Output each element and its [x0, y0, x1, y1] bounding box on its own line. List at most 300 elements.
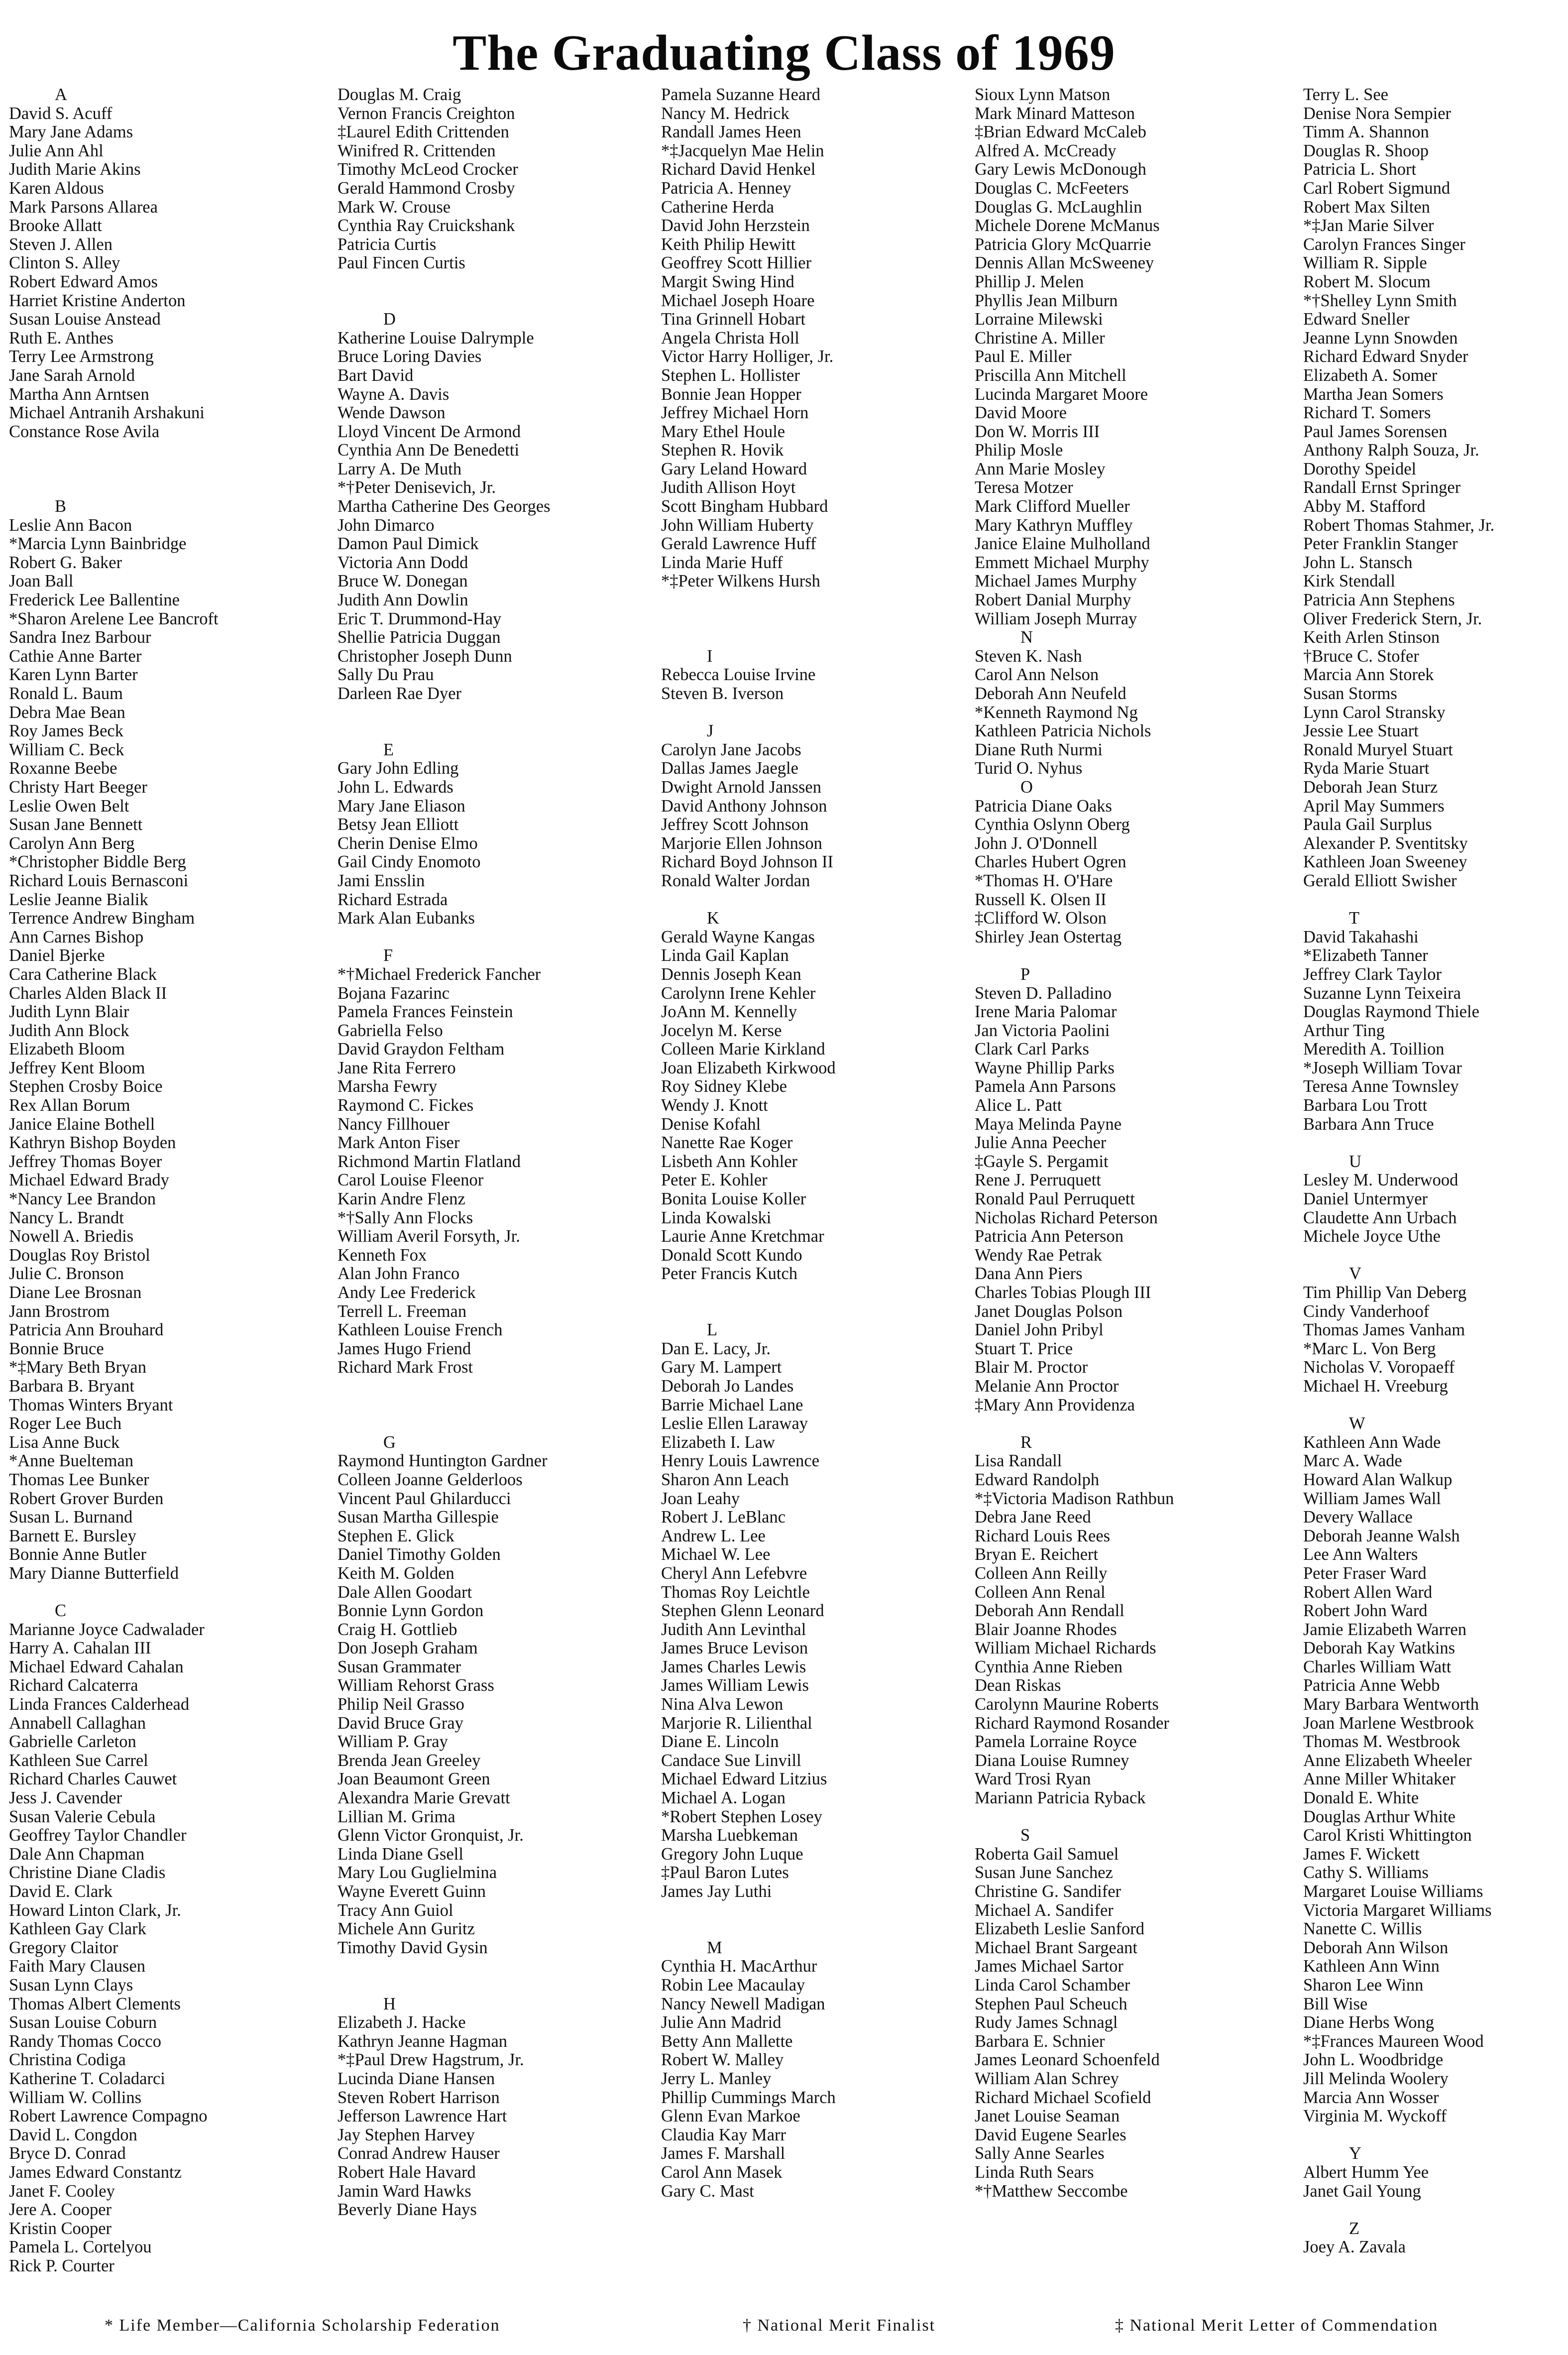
graduate-name: Barnett E. Bursley [9, 1526, 136, 1545]
graduate-name: Jessie Lee Stuart [1303, 721, 1419, 741]
graduate-name: Betsy Jean Elliott [337, 815, 459, 834]
graduate-name: Geoffrey Taylor Chandler [9, 1826, 187, 1845]
graduate-name: Cynthia Ray Cruickshank [337, 216, 515, 236]
graduate-name: Clinton S. Alley [9, 253, 120, 273]
graduate-name: Roberta Gail Samuel [975, 1844, 1119, 1864]
graduate-name: *Elizabeth Tanner [1303, 946, 1428, 965]
graduate-name: Gary Lewis McDonough [975, 160, 1146, 179]
graduate-name: Michael A. Logan [661, 1788, 786, 1808]
graduate-name: Bruce Loring Davies [337, 347, 482, 366]
footnote-merit-finalist: † National Merit Finalist [743, 2316, 936, 2335]
graduate-name: Robert J. LeBlanc [661, 1508, 786, 1527]
graduate-name: Douglas Raymond Thiele [1303, 1002, 1479, 1022]
graduate-name: Randall Ernst Springer [1303, 478, 1461, 497]
graduate-name: Kathleen Ann Winn [1303, 1957, 1440, 1976]
graduate-name: Abby M. Stafford [1303, 497, 1426, 516]
graduate-name: Edward Sneller [1303, 310, 1410, 329]
graduate-name: Wendy Rae Petrak [975, 1245, 1102, 1265]
graduate-name: Claudia Kay Marr [661, 2125, 786, 2144]
section-letter: Z [1349, 2219, 1360, 2238]
graduate-name: Stephen E. Glick [337, 1526, 454, 1545]
graduate-name: James William Lewis [661, 1676, 809, 1695]
graduate-name: Stephen R. Hovik [661, 441, 784, 460]
graduate-name: Gabriella Felso [337, 1021, 443, 1040]
graduate-name: Jeanne Lynn Snowden [1303, 328, 1458, 348]
graduate-name: Marcia Ann Wosser [1303, 2088, 1439, 2107]
graduate-name: Carl Robert Sigmund [1303, 178, 1451, 198]
graduate-name: *‡Jan Marie Silver [1303, 216, 1434, 236]
section-letter: Y [1349, 2144, 1361, 2163]
graduate-name: Darleen Rae Dyer [337, 684, 462, 703]
graduate-name: Bojana Fazarinc [337, 983, 450, 1003]
graduate-name: Barbara B. Bryant [9, 1376, 134, 1396]
graduate-name: Diane Ruth Nurmi [975, 740, 1103, 759]
graduate-name: Judith Marie Akins [9, 160, 141, 179]
graduate-name: Douglas Roy Bristol [9, 1245, 150, 1265]
graduate-name: Russell K. Olsen II [975, 890, 1107, 909]
graduate-name: Geoffrey Scott Hillier [661, 253, 812, 273]
graduate-name: Randall James Heen [661, 122, 801, 142]
graduate-name: Christine Diane Cladis [9, 1863, 166, 1883]
graduate-name: David John Herzstein [661, 216, 810, 236]
graduate-name: Carol Ann Masek [661, 2162, 783, 2182]
graduate-name: Kathleen Gay Clark [9, 1919, 146, 1939]
graduate-name: Richard Estrada [337, 890, 448, 909]
graduate-name: Robin Lee Macaulay [661, 1975, 805, 1995]
graduate-name: James Edward Constantz [9, 2162, 182, 2182]
page-title: The Graduating Class of 1969 [452, 25, 1116, 81]
graduate-name: Judith Ann Dowlin [337, 590, 468, 610]
section-letter: R [1020, 1432, 1032, 1452]
footnote-merit-commendation: ‡ National Merit Letter of Commendation [1115, 2316, 1439, 2335]
graduate-name: Nancy Fillhouer [337, 1114, 450, 1134]
graduate-name: Charles Hubert Ogren [975, 852, 1126, 872]
graduate-name: Pamela Ann Parsons [975, 1077, 1116, 1096]
graduate-name: David Graydon Feltham [337, 1040, 505, 1059]
graduate-name: Linda Ruth Sears [975, 2162, 1094, 2182]
graduate-name: Christy Hart Beeger [9, 777, 147, 797]
graduate-name: Clark Carl Parks [975, 1040, 1089, 1059]
graduate-name: Robert Thomas Stahmer, Jr. [1303, 515, 1495, 535]
graduate-name: Michael Edward Litzius [661, 1769, 827, 1789]
graduate-name: Richard David Henkel [661, 160, 816, 179]
graduate-name: Charles Tobias Plough III [975, 1283, 1151, 1302]
graduate-name: James F. Wickett [1303, 1844, 1420, 1864]
graduate-name: Pamela Lorraine Royce [975, 1732, 1137, 1752]
graduate-name: Judith Allison Hoyt [661, 478, 796, 497]
graduate-name: Marjorie R. Lilienthal [661, 1713, 812, 1733]
graduate-name: Jane Rita Ferrero [337, 1058, 456, 1077]
graduate-name: Ronald Muryel Stuart [1303, 740, 1453, 759]
graduate-name: Nancy M. Hedrick [661, 104, 789, 123]
graduate-name: Dan E. Lacy, Jr. [661, 1339, 771, 1358]
graduate-name: Christine G. Sandifer [975, 1882, 1121, 1901]
graduate-name: Richmond Martin Flatland [337, 1152, 521, 1171]
graduate-name: Carol Kristi Whittington [1303, 1826, 1472, 1845]
graduate-name: Elizabeth I. Law [661, 1432, 775, 1452]
graduate-name: Harry A. Cahalan III [9, 1639, 151, 1658]
graduate-name: Andrew L. Lee [661, 1526, 766, 1545]
graduate-name: Steven Robert Harrison [337, 2088, 500, 2107]
graduate-name: Sharon Ann Leach [661, 1470, 789, 1489]
graduate-name: Robert Hale Havard [337, 2162, 476, 2182]
graduate-name: Beverly Diane Hays [337, 2200, 477, 2220]
graduate-name: Robert Lawrence Compagno [9, 2107, 208, 2126]
graduate-name: Deborah Kay Watkins [1303, 1639, 1456, 1658]
roster-column [337, 86, 641, 2220]
graduate-name: Roy Sidney Klebe [661, 1077, 787, 1096]
graduate-name: Michael Antranih Arshakuni [9, 403, 205, 423]
graduate-name: Terry L. See [1303, 85, 1388, 104]
section-letter: V [1349, 1264, 1361, 1284]
graduate-name: Nicholas Richard Peterson [975, 1208, 1158, 1227]
graduate-name: Colleen Ann Reilly [975, 1563, 1108, 1583]
graduate-name: Robert Max Silten [1303, 197, 1430, 217]
graduate-name: Marsha Fewry [337, 1077, 438, 1096]
section-letter: N [1020, 628, 1033, 647]
graduate-name: Thomas M. Westbrook [1303, 1732, 1460, 1752]
graduate-name: David Eugene Searles [975, 2125, 1126, 2144]
graduate-name: Virginia M. Wyckoff [1303, 2107, 1447, 2126]
graduate-name: Diane E. Lincoln [661, 1732, 779, 1752]
graduate-name: Donald E. White [1303, 1788, 1419, 1808]
graduate-name: James Charles Lewis [661, 1657, 806, 1676]
graduate-name: Devery Wallace [1303, 1508, 1413, 1527]
graduate-name: Richard Mark Frost [337, 1358, 473, 1377]
graduate-name: Lisa Anne Buck [9, 1432, 120, 1452]
graduate-name: Leslie Owen Belt [9, 796, 129, 816]
section-letter: B [55, 497, 67, 516]
graduate-name: Eric T. Drummond-Hay [337, 609, 502, 628]
class-roster [9, 86, 1562, 2291]
graduate-name: Rick P. Courter [9, 2256, 114, 2275]
graduate-name: Dallas James Jaegle [661, 759, 798, 778]
graduate-name: Jocelyn M. Kerse [661, 1021, 782, 1040]
graduate-name: John J. O'Donnell [975, 833, 1098, 853]
graduate-name: Raymond Huntington Gardner [337, 1451, 548, 1471]
graduate-name: Vincent Paul Ghilarducci [337, 1489, 511, 1508]
graduate-name: Pamela Suzanne Heard [661, 85, 820, 104]
graduate-name: William P. Gray [337, 1732, 448, 1752]
graduate-name: Angela Christa Holl [661, 328, 799, 348]
graduate-name: Jami Ensslin [337, 871, 425, 890]
graduate-name: Dwight Arnold Janssen [661, 777, 821, 797]
graduate-name: Leslie Ellen Laraway [661, 1414, 808, 1433]
graduate-name: James Leonard Schoenfeld [975, 2050, 1160, 2070]
graduate-name: Howard Alan Walkup [1303, 1470, 1453, 1489]
graduate-name: Suzanne Lynn Teixeira [1303, 983, 1461, 1003]
graduate-name: Katherine T. Coladarci [9, 2069, 165, 2088]
graduate-name: Richard Edward Snyder [1303, 347, 1468, 366]
graduate-name: Nina Alva Lewon [661, 1695, 784, 1714]
graduate-name: Patricia Diane Oaks [975, 796, 1112, 816]
graduate-name: Glenn Victor Gronquist, Jr. [337, 1826, 524, 1845]
graduate-name: Nancy Newell Madigan [661, 1994, 825, 2013]
graduate-name: Sharon Lee Winn [1303, 1975, 1424, 1995]
graduate-name: Deborah Jeanne Walsh [1303, 1526, 1460, 1545]
graduate-name: Bart David [337, 365, 414, 385]
graduate-name: Stephen Paul Scheuch [975, 1994, 1127, 2013]
graduate-name: Patricia Ann Peterson [975, 1227, 1123, 1246]
graduate-name: Bryce D. Conrad [9, 2144, 126, 2163]
graduate-name: *Nancy Lee Brandon [9, 1189, 156, 1209]
graduate-name: Janet Louise Seaman [975, 2107, 1120, 2126]
graduate-name: Robert M. Slocum [1303, 272, 1431, 291]
graduate-name: Patricia Ann Stephens [1303, 590, 1455, 610]
graduate-name: Claudette Ann Urbach [1303, 1208, 1457, 1227]
graduate-name: Karin Andre Flenz [337, 1189, 465, 1209]
graduate-name: Jefferson Lawrence Hart [337, 2107, 507, 2126]
graduate-name: Mary Jane Eliason [337, 796, 465, 816]
graduate-name: Cheryl Ann Lefebvre [661, 1563, 807, 1583]
graduate-name: Mary Jane Adams [9, 122, 133, 142]
graduate-name: James F. Marshall [661, 2144, 785, 2163]
graduate-name: Victoria Ann Dodd [337, 553, 468, 572]
graduate-name: Randy Thomas Cocco [9, 2031, 161, 2051]
graduate-name: Martha Jean Somers [1303, 384, 1444, 404]
graduate-name: *Thomas H. O'Hare [975, 871, 1113, 890]
graduate-name: Harriet Kristine Anderton [9, 291, 186, 310]
graduate-name: Catherine Herda [661, 197, 775, 217]
graduate-name: Lee Ann Walters [1303, 1545, 1418, 1564]
graduate-name: Wendy J. Knott [661, 1096, 768, 1115]
graduate-name: Katherine Louise Dalrymple [337, 328, 534, 348]
graduate-name: Rudy James Schnagl [975, 2013, 1118, 2032]
graduate-name: Jerry L. Manley [661, 2069, 772, 2088]
graduate-name: William Alan Schrey [975, 2069, 1119, 2088]
graduate-name: Howard Linton Clark, Jr. [9, 1900, 181, 1920]
graduate-name: Linda Kowalski [661, 1208, 772, 1227]
graduate-name: Robert John Ward [1303, 1601, 1428, 1621]
graduate-name: Roxanne Beebe [9, 759, 117, 778]
graduate-name: Sioux Lynn Matson [975, 85, 1111, 104]
section-letter: K [707, 909, 719, 928]
graduate-name: Maya Melinda Payne [975, 1114, 1122, 1134]
graduate-name: Deborah Ann Neufeld [975, 684, 1126, 703]
section-letter: M [707, 1938, 722, 1957]
graduate-name: *Christopher Biddle Berg [9, 852, 186, 872]
graduate-name: Lillian M. Grima [337, 1807, 455, 1826]
graduate-name: Barbara Ann Truce [1303, 1114, 1434, 1134]
graduate-name: Bonnie Lynn Gordon [337, 1601, 484, 1621]
graduate-name: Patricia Anne Webb [1303, 1676, 1440, 1695]
graduate-name: Jay Stephen Harvey [337, 2125, 475, 2144]
section-letter: H [383, 1994, 396, 2013]
graduate-name: Martha Catherine Des Georges [337, 497, 551, 516]
graduate-name: Conrad Andrew Hauser [337, 2144, 500, 2163]
graduate-name: Ward Trosi Ryan [975, 1769, 1091, 1789]
graduate-name: Elizabeth A. Somer [1303, 365, 1438, 385]
graduate-name: Gregory Claitor [9, 1938, 118, 1957]
graduate-name: Cathie Anne Barter [9, 646, 142, 666]
graduate-name: Laurie Anne Kretchmar [661, 1227, 824, 1246]
graduate-name: Melanie Ann Proctor [975, 1376, 1119, 1396]
graduate-name: Colleen Ann Renal [975, 1582, 1106, 1602]
legend-footnotes [0, 2316, 1568, 2346]
section-letter: L [707, 1320, 718, 1340]
graduate-name: Tracy Ann Guiol [337, 1900, 453, 1920]
graduate-name: Gerald Lawrence Huff [661, 534, 816, 554]
section-letter: O [1020, 777, 1033, 797]
graduate-name: *‡Mary Beth Bryan [9, 1358, 146, 1377]
graduate-name: *Sharon Arelene Lee Bancroft [9, 609, 219, 628]
graduate-name: Richard Louis Bernasconi [9, 871, 189, 890]
graduate-name: Denise Nora Sempier [1303, 104, 1451, 123]
graduate-name: Julie Ann Madrid [661, 2013, 782, 2032]
graduate-name: *Anne Buelteman [9, 1451, 134, 1471]
graduate-name: Steven K. Nash [975, 646, 1082, 666]
graduate-name: David Anthony Johnson [661, 796, 827, 816]
graduate-name: David Bruce Gray [337, 1713, 463, 1733]
graduate-name: Janet Gail Young [1303, 2181, 1421, 2201]
graduate-name: Robert Grover Burden [9, 1489, 164, 1508]
graduate-name: Mary Kathryn Muffley [975, 515, 1133, 535]
footnote-life-member: * Life Member—California Scholarship Federation [105, 2316, 500, 2335]
graduate-name: Carol Ann Nelson [975, 665, 1099, 685]
graduate-name: *†Peter Denisevich, Jr. [337, 478, 496, 497]
graduate-name: Frederick Lee Ballentine [9, 590, 180, 610]
roster-column [1303, 86, 1568, 2257]
graduate-name: Cynthia Anne Rieben [975, 1657, 1123, 1676]
graduate-name: Wayne A. Davis [337, 384, 449, 404]
graduate-name: Cindy Vanderhoof [1303, 1301, 1430, 1321]
graduate-name: Bonita Louise Koller [661, 1189, 806, 1209]
graduate-name: Betty Ann Mallette [661, 2031, 793, 2051]
graduate-name: Bonnie Jean Hopper [661, 384, 801, 404]
graduate-name: Charles William Watt [1303, 1657, 1452, 1676]
graduate-name: Colleen Marie Kirkland [661, 1040, 825, 1059]
graduate-name: Christine A. Miller [975, 328, 1105, 348]
section-letter: G [383, 1432, 396, 1452]
graduate-name: Sandra Inez Barbour [9, 628, 151, 647]
graduate-name: Douglas C. McFeeters [975, 178, 1129, 198]
graduate-name: Terry Lee Armstrong [9, 347, 154, 366]
graduate-name: Debra Jane Reed [975, 1508, 1091, 1527]
graduate-name: Judith Ann Levinthal [661, 1620, 806, 1639]
graduate-name: Mary Barbara Wentworth [1303, 1695, 1479, 1714]
graduate-name: *Robert Stephen Losey [661, 1807, 822, 1826]
graduate-name: Scott Bingham Hubbard [661, 497, 828, 516]
graduate-name: Jere A. Cooper [9, 2200, 112, 2220]
graduate-name: Anthony Ralph Souza, Jr. [1303, 441, 1479, 460]
graduate-name: Bryan E. Reichert [975, 1545, 1099, 1564]
graduate-name: William R. Sipple [1303, 253, 1427, 273]
graduate-name: Mark Anton Fiser [337, 1133, 460, 1153]
graduate-name: Susan Martha Gillespie [337, 1508, 499, 1527]
graduate-name: Karen Aldous [9, 178, 104, 198]
graduate-name: Susan Grammater [337, 1657, 461, 1676]
graduate-name: Peter Franklin Stanger [1303, 534, 1458, 554]
graduate-name: Edward Randolph [975, 1470, 1100, 1489]
graduate-name: Charles Alden Black II [9, 983, 167, 1003]
graduate-name: Cara Catherine Black [9, 964, 157, 984]
graduate-name: Gary M. Lampert [661, 1358, 782, 1377]
graduate-name: William James Wall [1303, 1489, 1441, 1508]
graduate-name: *‡Jacquelyn Mae Helin [661, 141, 824, 160]
graduate-name: Pamela Frances Feinstein [337, 1002, 513, 1022]
graduate-name: Linda Frances Calderhead [9, 1695, 190, 1714]
graduate-name: Joan Elizabeth Kirkwood [661, 1058, 836, 1077]
graduate-name: David S. Acuff [9, 104, 112, 123]
graduate-name: Anne Elizabeth Wheeler [1303, 1751, 1472, 1770]
graduate-name: *‡Victoria Madison Rathbun [975, 1489, 1174, 1508]
graduate-name: Thomas James Vanham [1303, 1320, 1465, 1340]
graduate-name: Kirk Stendall [1303, 572, 1395, 591]
graduate-name: Gerald Wayne Kangas [661, 927, 815, 946]
graduate-name: Robert W. Malley [661, 2050, 784, 2070]
graduate-name: Andy Lee Frederick [337, 1283, 476, 1302]
graduate-name: Bill Wise [1303, 1994, 1368, 2013]
graduate-name: Douglas M. Craig [337, 85, 461, 104]
graduate-name: Brooke Allatt [9, 216, 102, 236]
graduate-name: Richard Louis Rees [975, 1526, 1111, 1545]
graduate-name: Nowell A. Briedis [9, 1227, 134, 1246]
graduate-name: Richard T. Somers [1303, 403, 1431, 423]
graduate-name: Philip Neil Grasso [337, 1695, 464, 1714]
graduate-name: Paul James Sorensen [1303, 422, 1448, 441]
graduate-name: Blair Joanne Rhodes [975, 1620, 1117, 1639]
graduate-name: James Bruce Levison [661, 1639, 808, 1658]
graduate-name: Deborah Ann Rendall [975, 1601, 1124, 1621]
graduate-name: Alice L. Patt [975, 1096, 1062, 1115]
graduate-name: Jill Melinda Woolery [1303, 2069, 1449, 2088]
graduate-name: Pamela L. Cortelyou [9, 2237, 152, 2257]
graduate-name: Nanette Rae Koger [661, 1133, 793, 1153]
graduate-name: Julie C. Bronson [9, 1264, 124, 1284]
graduate-name: Mark W. Crouse [337, 197, 451, 217]
graduate-name: Mariann Patricia Ryback [975, 1788, 1146, 1808]
graduate-name: Michael Edward Brady [9, 1171, 169, 1190]
graduate-name: *Kenneth Raymond Ng [975, 703, 1138, 722]
graduate-name: Marcia Ann Storek [1303, 665, 1434, 685]
graduate-name: Terrence Andrew Bingham [9, 909, 195, 928]
graduate-name: Terrell L. Freeman [337, 1301, 467, 1321]
graduate-name: JoAnn M. Kennelly [661, 1002, 797, 1022]
graduate-name: Nicholas V. Voropaeff [1303, 1358, 1455, 1377]
graduate-name: Julie Ann Ahl [9, 141, 104, 160]
graduate-name: Michael Edward Cahalan [9, 1657, 184, 1676]
graduate-name: Marsha Luebkeman [661, 1826, 798, 1845]
graduate-name: Bruce W. Donegan [337, 572, 468, 591]
graduate-name: Susan Lynn Clays [9, 1975, 133, 1995]
graduate-name: Lynn Carol Stransky [1303, 703, 1446, 722]
graduate-name: Mary Dianne Butterfield [9, 1563, 179, 1583]
graduate-name: ‡Mary Ann Providenza [975, 1395, 1135, 1414]
graduate-name: Kathleen Ann Wade [1303, 1432, 1441, 1452]
graduate-name: Janice Elaine Bothell [9, 1114, 155, 1134]
graduate-name: Thomas Albert Clements [9, 1994, 181, 2013]
graduate-name: Michael A. Sandifer [975, 1900, 1114, 1920]
graduate-name: Ruth E. Anthes [9, 328, 113, 348]
graduate-name: Elizabeth J. Hacke [337, 2013, 466, 2032]
graduate-name: Linda Diane Gsell [337, 1844, 463, 1864]
graduate-name: David Moore [975, 403, 1067, 423]
graduate-name: Carolynn Maurine Roberts [975, 1695, 1159, 1714]
graduate-name: Philip Mosle [975, 441, 1063, 460]
graduate-name: Margit Swing Hind [661, 272, 794, 291]
graduate-name: Susan Storms [1303, 684, 1397, 703]
graduate-name: Diane Lee Brosnan [9, 1283, 142, 1302]
graduate-name: Michael James Murphy [975, 572, 1137, 591]
graduate-name: Douglas Arthur White [1303, 1807, 1456, 1826]
graduate-name: Margaret Louise Williams [1303, 1882, 1483, 1901]
graduate-name: Dean Riskas [975, 1676, 1061, 1695]
graduate-name: Candace Sue Linvill [661, 1751, 801, 1770]
graduate-name: Carolyn Frances Singer [1303, 235, 1465, 254]
graduate-name: Ryda Marie Stuart [1303, 759, 1430, 778]
graduate-name: Thomas Winters Bryant [9, 1395, 173, 1414]
graduate-name: Daniel Bjerke [9, 946, 105, 965]
